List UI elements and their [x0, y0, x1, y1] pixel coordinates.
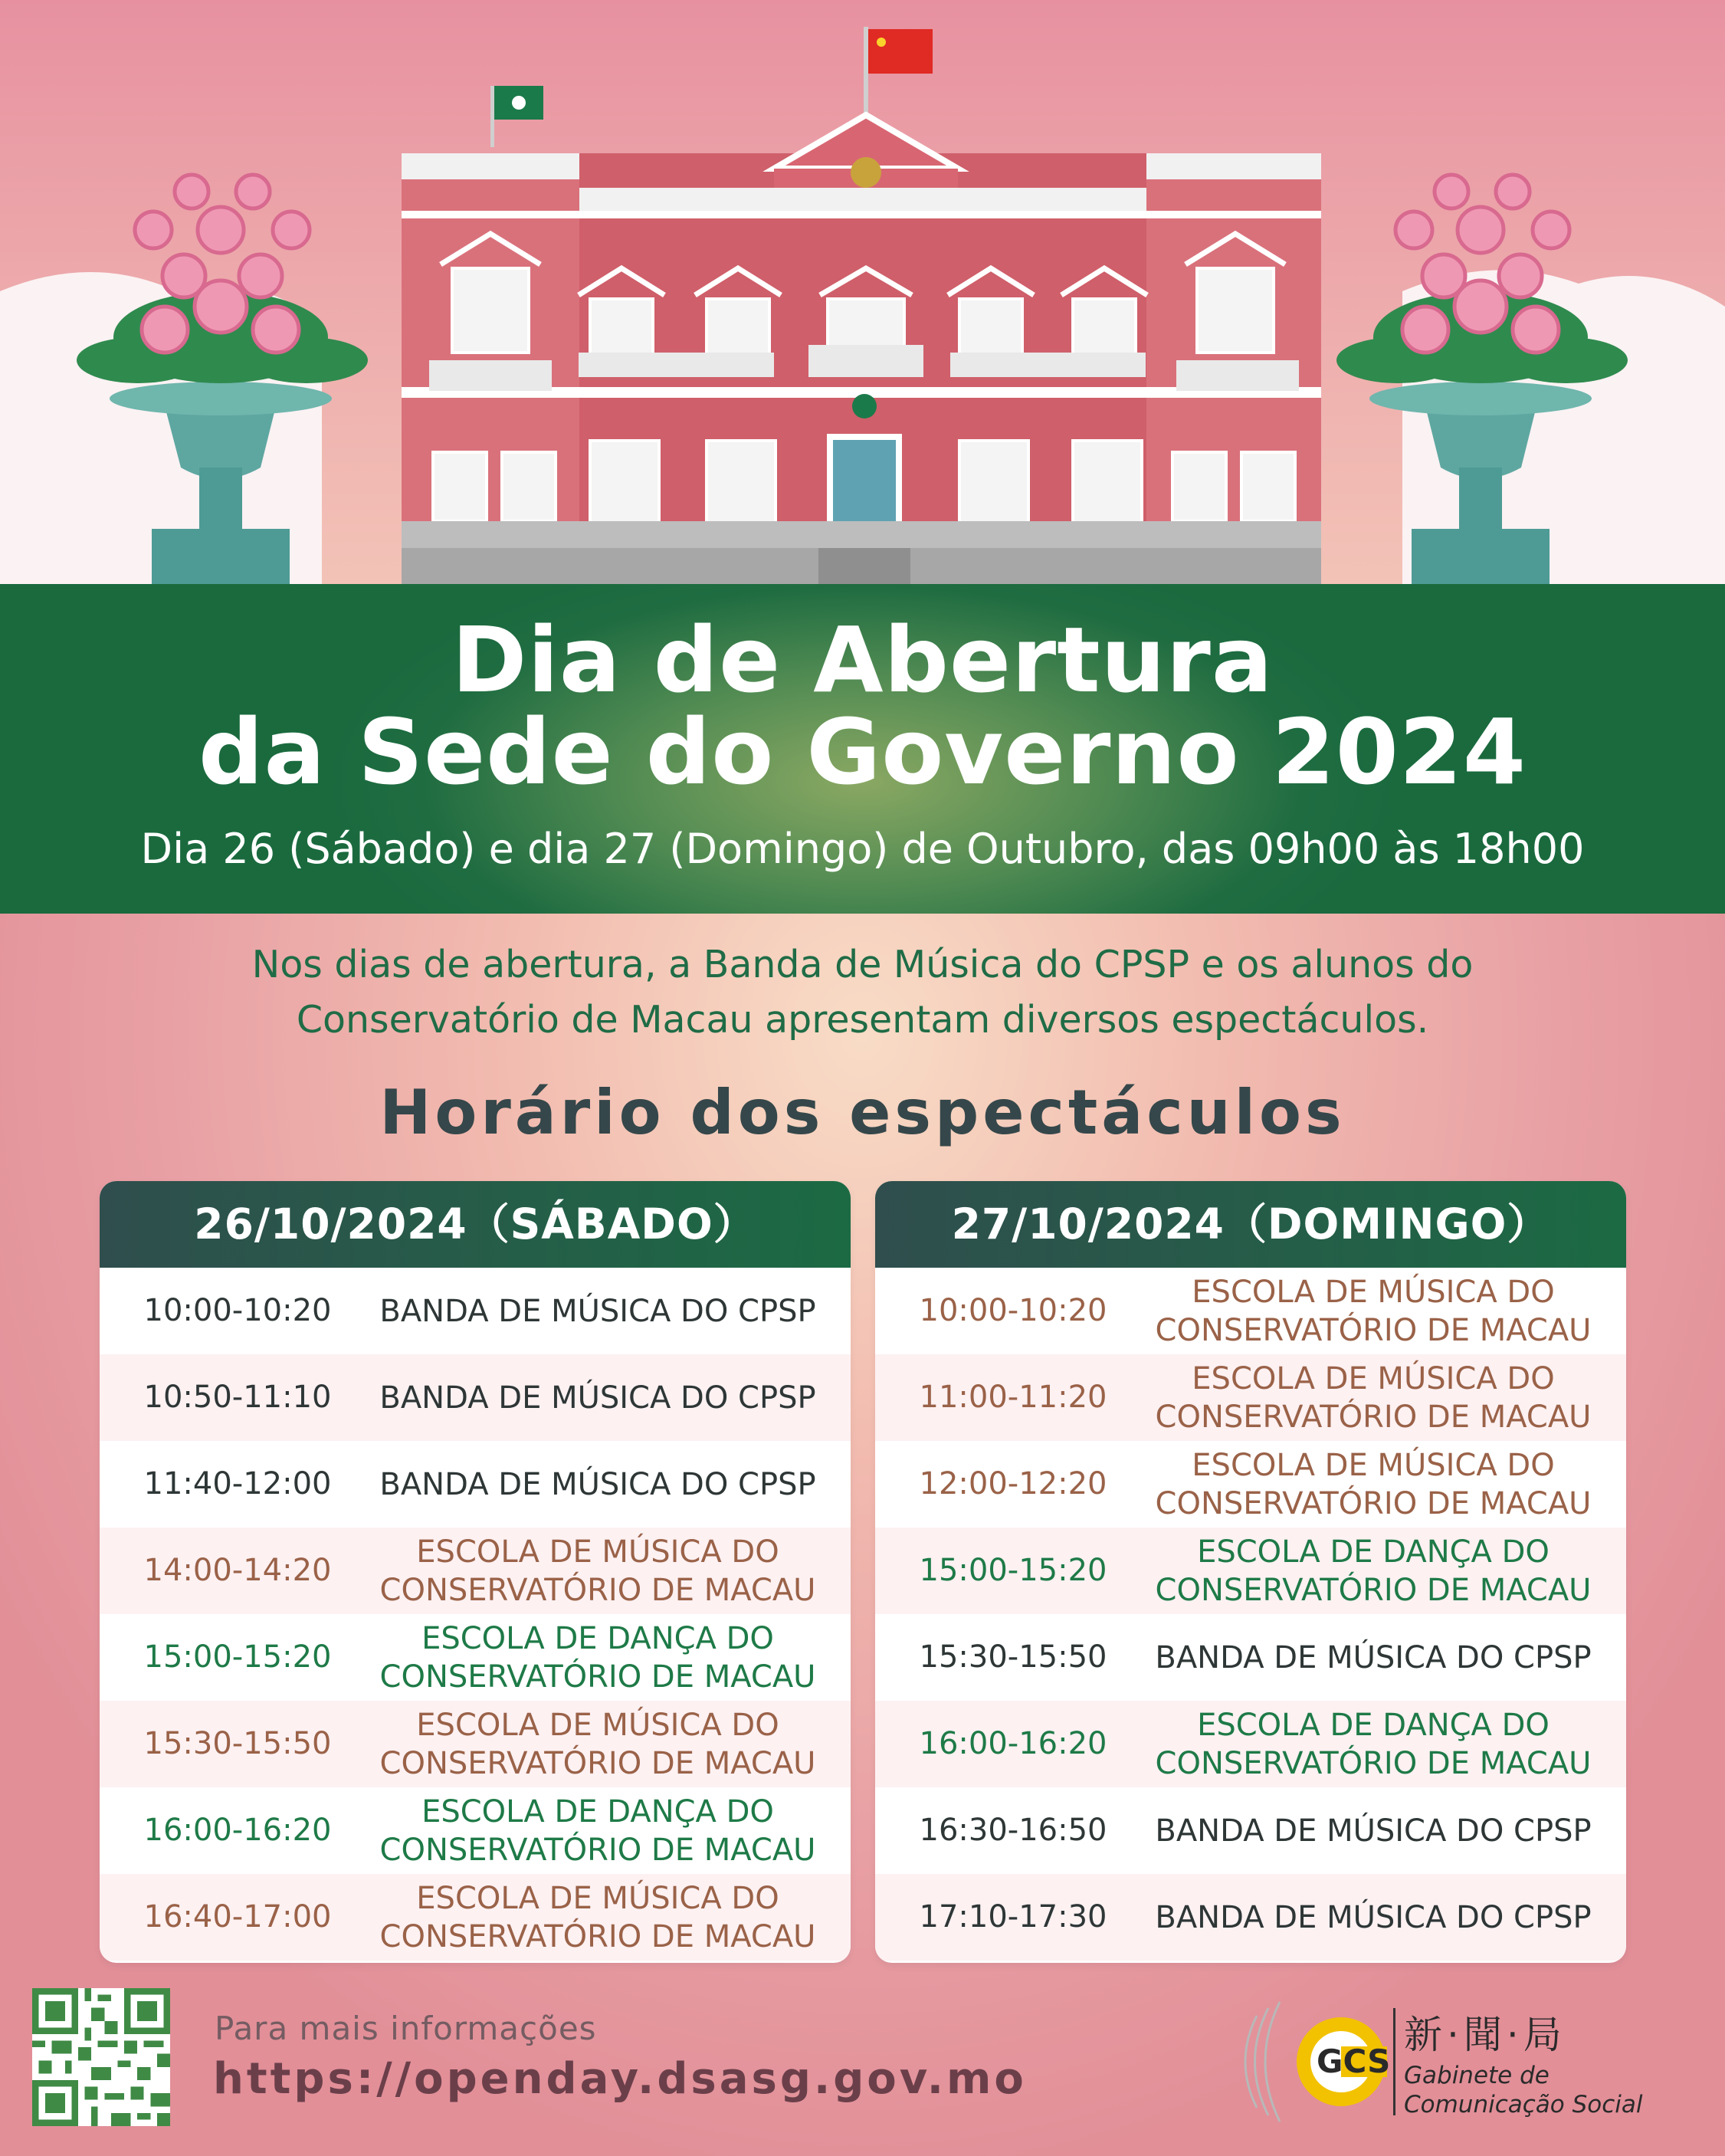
performer-name-line: CONSERVATÓRIO DE MACAU	[1155, 1745, 1592, 1781]
performer-name-line: ESCOLA DE DANÇA DO	[1197, 1707, 1550, 1743]
schedule-row	[100, 1354, 851, 1441]
performance-time: 15:00-15:20	[143, 1639, 332, 1675]
performer-name-line: CONSERVATÓRIO DE MACAU	[1155, 1485, 1592, 1521]
schedule-row	[875, 1441, 1626, 1528]
schedule-row	[875, 1701, 1626, 1787]
qr-code-icon[interactable]	[32, 1988, 170, 2126]
performer-name	[1128, 1441, 1618, 1528]
title-banner	[0, 584, 1725, 914]
performance-time: 16:00-16:20	[143, 1813, 332, 1848]
performer-name-line: BANDA DE MÚSICA DO CPSP	[379, 1380, 816, 1416]
performer-name	[353, 1528, 843, 1614]
performance-time: 15:30-15:50	[919, 1639, 1107, 1675]
performer-name	[1128, 1874, 1618, 1961]
performer-name-line: ESCOLA DE DANÇA DO	[1197, 1534, 1550, 1570]
schedule-card-saturday	[100, 1181, 851, 1963]
schedule-card-header: 26/10/2024（SÁBADO）	[100, 1181, 851, 1268]
schedule-row	[100, 1528, 851, 1614]
performance-time: 14:00-14:20	[143, 1553, 332, 1588]
website-link[interactable]: https://openday.dsasg.gov.mo	[213, 2054, 1027, 2104]
title-line-1: Dia de Abertura	[451, 607, 1274, 713]
performer-name-line: CONSERVATÓRIO DE MACAU	[1155, 1572, 1592, 1608]
gcs-abbr: GCS	[1317, 2043, 1391, 2080]
performer-name-line: ESCOLA DE MÚSICA DO	[416, 1880, 779, 1916]
schedule-row	[875, 1528, 1626, 1614]
performer-name	[353, 1268, 843, 1354]
performer-name-line: ESCOLA DE MÚSICA DO	[416, 1534, 779, 1570]
schedule-title: Horário dos espectáculos	[379, 1077, 1346, 1148]
performer-name	[1128, 1787, 1618, 1874]
performance-time: 16:00-16:20	[919, 1726, 1107, 1761]
performance-time: 16:30-16:50	[919, 1813, 1107, 1848]
performance-time: 15:00-15:20	[919, 1553, 1107, 1588]
performer-name-line: CONSERVATÓRIO DE MACAU	[379, 1918, 816, 1954]
performer-name-line: BANDA DE MÚSICA DO CPSP	[379, 1293, 816, 1329]
schedule-row	[875, 1354, 1626, 1441]
performer-name	[353, 1701, 843, 1787]
info-label: Para mais informações	[215, 2010, 597, 2047]
performer-name	[1128, 1268, 1618, 1354]
gcs-name-line-1: Gabinete de	[1404, 2062, 1550, 2089]
government-building-illustration	[0, 0, 1725, 584]
performance-time: 10:00-10:20	[143, 1293, 332, 1328]
performer-name-line: CONSERVATÓRIO DE MACAU	[1155, 1312, 1592, 1348]
intro-text-line-2: Conservatório de Macau apresentam diversos espectáculos.	[296, 998, 1429, 1042]
performer-name-line: ESCOLA DE MÚSICA DO	[416, 1707, 779, 1743]
performer-name	[353, 1354, 843, 1441]
performer-name-line: CONSERVATÓRIO DE MACAU	[1155, 1399, 1592, 1435]
performer-name-line: BANDA DE MÚSICA DO CPSP	[1155, 1899, 1592, 1935]
schedule-row	[875, 1787, 1626, 1874]
performer-name	[1128, 1614, 1618, 1701]
schedule-row	[100, 1268, 851, 1354]
schedule-row	[100, 1701, 851, 1787]
schedule-card-header: 27/10/2024（DOMINGO）	[875, 1181, 1626, 1268]
performer-name-line: BANDA DE MÚSICA DO CPSP	[1155, 1639, 1592, 1675]
performance-time: 10:50-11:10	[143, 1380, 332, 1415]
performance-time: 10:00-10:20	[919, 1293, 1107, 1328]
performer-name-line: CONSERVATÓRIO DE MACAU	[379, 1659, 816, 1695]
performer-name-line: CONSERVATÓRIO DE MACAU	[379, 1745, 816, 1781]
gcs-chinese-name: 新·聞·局	[1404, 2013, 1566, 2057]
performer-name	[353, 1441, 843, 1528]
event-dates: Dia 26 (Sábado) e dia 27 (Domingo) de Outubro, das 09h00 às 18h00	[140, 825, 1585, 873]
schedule-row	[875, 1614, 1626, 1701]
schedule-row	[100, 1614, 851, 1701]
gcs-logo	[1226, 1985, 1686, 2138]
performance-time: 11:40-12:00	[143, 1466, 332, 1501]
performer-name-line: BANDA DE MÚSICA DO CPSP	[379, 1466, 816, 1502]
performer-name	[353, 1874, 843, 1961]
intro-text-line-1: Nos dias de abertura, a Banda de Música do CPSP e os alunos do	[251, 943, 1474, 986]
performance-time: 12:00-12:20	[919, 1466, 1107, 1501]
performer-name-line: ESCOLA DE DANÇA DO	[421, 1620, 774, 1656]
performer-name-line: ESCOLA DE DANÇA DO	[421, 1793, 774, 1829]
performer-name-line: CONSERVATÓRIO DE MACAU	[379, 1832, 816, 1868]
performance-time: 17:10-17:30	[919, 1899, 1107, 1934]
schedule-row	[875, 1874, 1626, 1961]
schedule-row	[100, 1441, 851, 1528]
schedule-row	[100, 1787, 851, 1874]
performer-name-line: CONSERVATÓRIO DE MACAU	[379, 1572, 816, 1608]
performer-name	[353, 1787, 843, 1874]
gcs-name-line-2: Comunicação Social	[1404, 2091, 1643, 2118]
performer-name-line: ESCOLA DE MÚSICA DO	[1192, 1447, 1555, 1483]
performer-name-line: BANDA DE MÚSICA DO CPSP	[1155, 1813, 1592, 1849]
schedule-rows	[100, 1268, 851, 1961]
schedule-row	[100, 1874, 851, 1961]
performer-name	[1128, 1701, 1618, 1787]
schedule-rows	[875, 1268, 1626, 1961]
performer-name-line: ESCOLA DE MÚSICA DO	[1192, 1274, 1555, 1310]
performance-time: 15:30-15:50	[143, 1726, 332, 1761]
title-line-2: da Sede do Governo 2024	[198, 699, 1527, 805]
schedule-row	[875, 1268, 1626, 1354]
performer-name	[353, 1614, 843, 1701]
schedule-card-sunday	[875, 1181, 1626, 1963]
performance-time: 11:00-11:20	[919, 1380, 1107, 1415]
performer-name-line: ESCOLA DE MÚSICA DO	[1192, 1360, 1555, 1396]
performance-time: 16:40-17:00	[143, 1899, 332, 1934]
performer-name	[1128, 1354, 1618, 1441]
performer-name	[1128, 1528, 1618, 1614]
